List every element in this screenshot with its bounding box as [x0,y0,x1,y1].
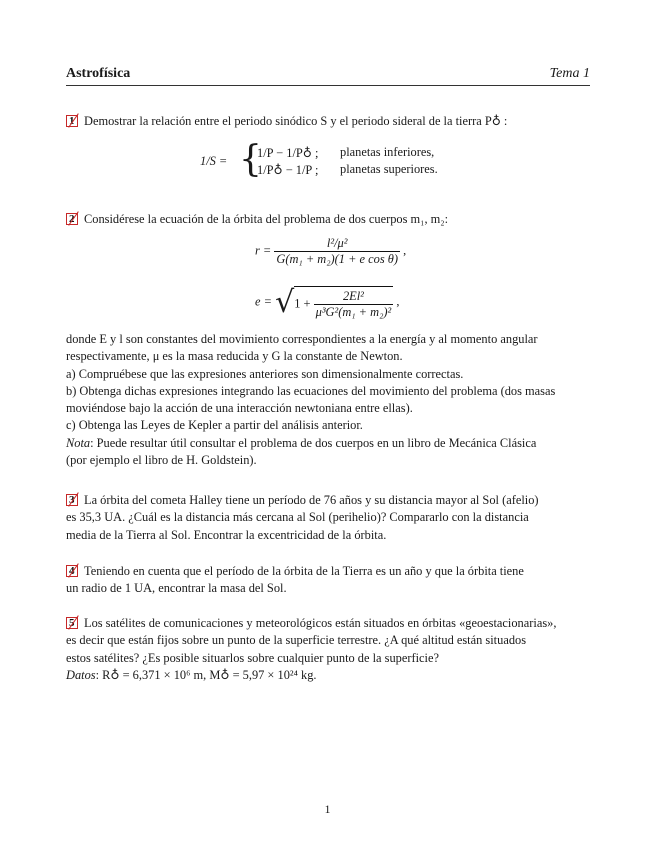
page-header [66,66,590,86]
eccentricity-equation: e = √1 + $\frac{\text{2El²}}{\text{μ³G²(m₁ + m₂)²}}$ , [255,285,400,320]
checked-box-icon: 3 [66,494,78,506]
formula-case-1-expr: 1/P − 1/P♁ ; [257,146,319,160]
note-line: Nota: Puede resultar útil consultar el problema de dos cuerpos en un libro de Mecánica Clásica [66,435,537,450]
part-b-cont: moviéndose bajo la acción de una interacción newtoniana entre ellas). [66,401,413,416]
problem-2-text: Considérese la ecuación de la órbita del problema de dos cuerpos m₁, m₂: [84,212,449,226]
orbit-equation-r: r = $\frac{\text{l²/μ²}}{\text{G(m₁ + m₂)(1 + e cos θ)}}$ , [255,236,407,266]
problem-1 [66,113,591,130]
formula-lhs: 1/S = [200,154,228,168]
sqrt-icon: √ [275,285,295,320]
problem-2-body [66,331,591,469]
problem-1-text: Demostrar la relación entre el periodo sinódico S y el periodo sideral de la tierra P♁ : [84,114,508,128]
page-number: 1 [324,802,331,816]
problem-3: 3 La órbita del cometa Halley tiene un período de 76 años y su distancia mayor al Sol (afelio) es 35,3 UA. ¿Cuál es la distancia más cercana al Sol (perihelio)? Compararlo con la distancia media de la Tierra al Sol. Encontrar la excentricidad de la órbita. [66,493,539,542]
part-c: c) Obtenga las Leyes de Kepler a partir del análisis anterior. [66,418,363,433]
problem-4: 4 Teniendo en cuenta que el período de la órbita de la Tierra es un año y que la órbita tiene un radio de 1 UA, encontrar la masa del Sol. [66,564,524,596]
data-label: Datos [66,667,96,682]
checked-box-icon: 4 [66,565,78,577]
formula-case-1-label: planetas inferiores, [340,145,435,159]
topic-label: Tema 1 [549,66,590,81]
course-title: Astrofísica [66,66,131,81]
checked-box-icon: 1 [66,115,78,127]
note-line-2: (por ejemplo el libro de H. Goldstein). [66,453,257,468]
problem-5: 5 Los satélites de comunicaciones y meteorológicos están situados en órbitas «geoestacionarias», es decir que están fijos sobre un punto de la superficie terrestre. ¿A qué altitud están situados estos satélites? ¿Es posible situarlos sobre cualquier punto de la superficie? Datos: R♁ = 6,371 × 10⁶ m, M♁ = 5,97 × 10²⁴ kg. [66,616,557,682]
checked-box-icon: 5 [66,617,78,629]
note-label: Nota [66,435,91,450]
body-line: donde E y l son constantes del movimiento correspondientes a la energía y al momento angular [66,332,538,346]
part-a: a) Compruébese que las expresiones anteriores son dimensionalmente correctas. [66,366,464,381]
left-brace: { [239,139,262,180]
formula-case-2-expr: 1/P♁ − 1/P ; [257,163,319,177]
data-values: : R♁ = 6,371 × 10⁶ m, M♁ = 5,97 × 10²⁴ kg. [95,667,317,682]
formula-case-2-label: planetas superiores. [340,162,438,176]
checked-box-icon: 2 [66,213,78,225]
header-rule [66,85,590,86]
part-b: b) Obtenga dichas expresiones integrando las ecuaciones del movimiento del problema (dos masas [66,383,556,398]
synodic-formula [200,139,500,181]
body-line: respectivamente, μ es la masa reducida y G la constante de Newton. [66,349,403,364]
problem-2-intro [66,211,591,228]
